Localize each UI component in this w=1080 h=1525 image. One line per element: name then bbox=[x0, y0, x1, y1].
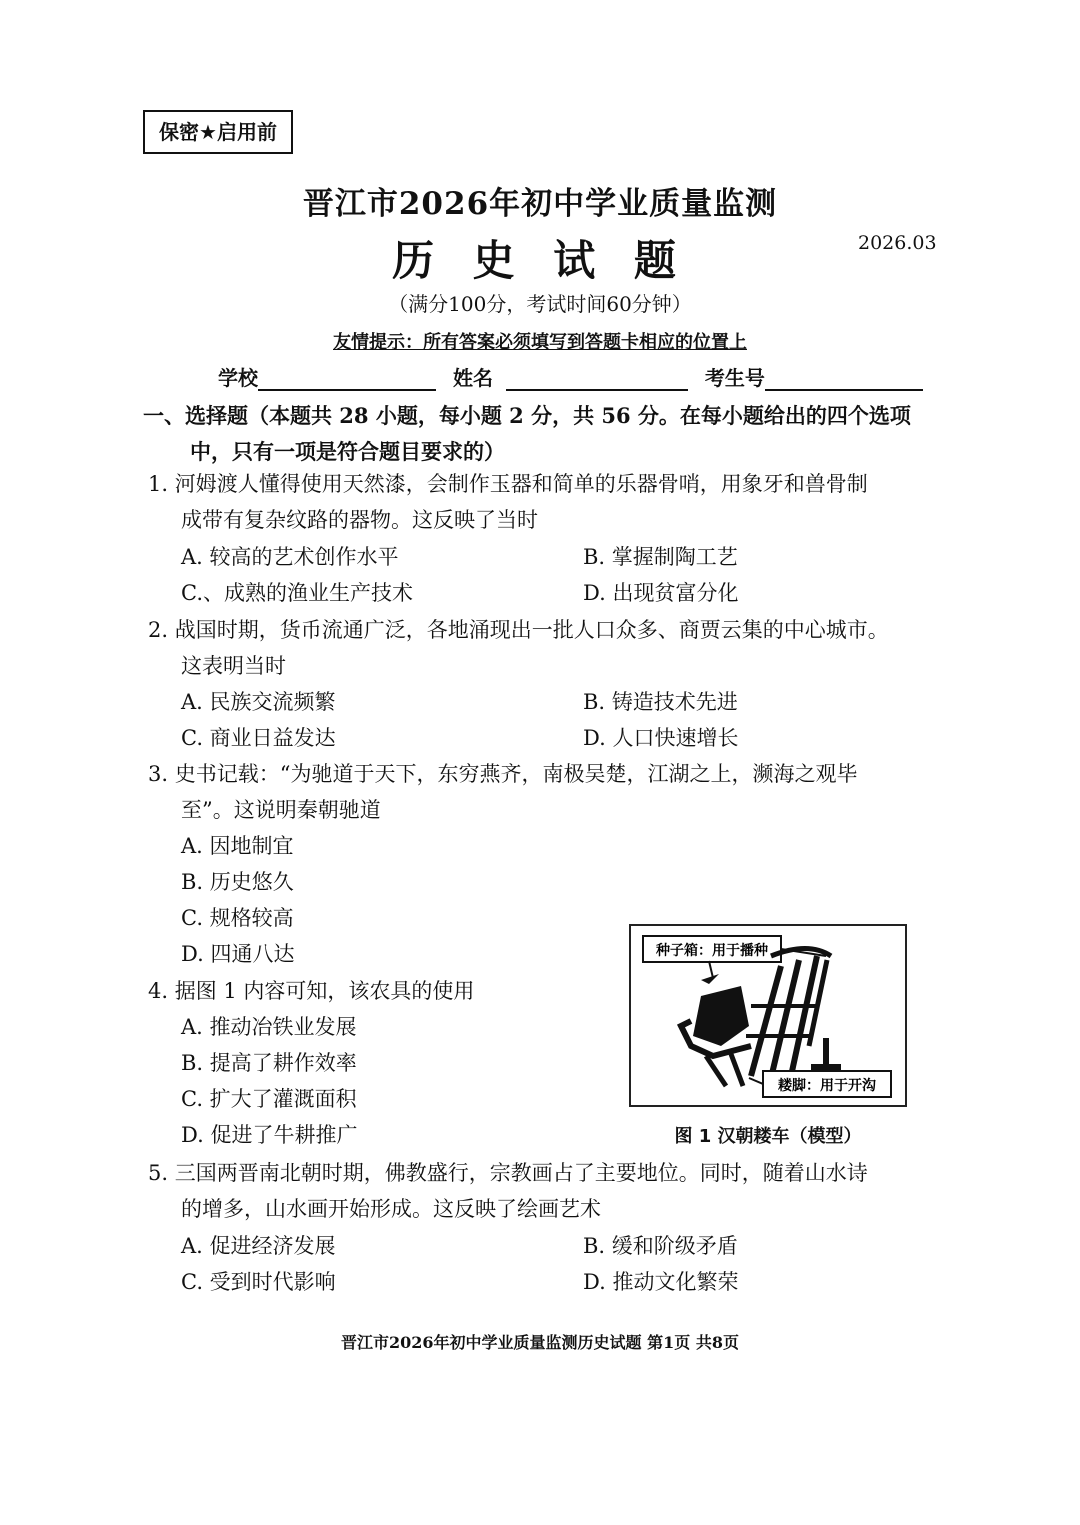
label-bottom-text: 耧脚：用于开沟 bbox=[778, 1078, 876, 1094]
q2-option-b: B. 铸造技术先进 bbox=[583, 690, 738, 714]
exam-title: 晋江市2026年初中学业质量监测 bbox=[302, 186, 778, 222]
q4-option-b: B. 提高了耕作效率 bbox=[181, 1051, 357, 1075]
q2-option-c: C. 商业日益发达 bbox=[181, 726, 336, 750]
q1-option-a: A. 较高的艺术创作水平 bbox=[181, 545, 399, 569]
label-top-text: 种子箱：用于播种 bbox=[656, 943, 768, 959]
q3-option-c: C. 规格较高 bbox=[181, 906, 294, 930]
question-1 bbox=[148, 466, 948, 538]
question-1-line1: 1. 河姆渡人懂得使用天然漆，会制作玉器和简单的乐器骨哨，用象牙和兽骨制 bbox=[148, 472, 868, 496]
q4-option-d: D. 促进了牛耕推广 bbox=[181, 1123, 358, 1147]
figure-1-box bbox=[629, 924, 907, 1107]
question-5 bbox=[148, 1155, 948, 1227]
question-5-line1: 5. 三国两晋南北朝时期，佛教盛行，宗教画占了主要地位。同时，随着山水诗 bbox=[148, 1161, 868, 1185]
seed-drill-illustration bbox=[631, 926, 905, 1105]
question-3-line2: 至”。这说明秦朝驰道 bbox=[181, 798, 381, 822]
q4-option-c: C. 扩大了灌溉面积 bbox=[181, 1087, 357, 1111]
q3-option-a: A. 因地制宜 bbox=[181, 834, 294, 858]
page-footer: 晋江市2026年初中学业质量监测历史试题 第1页 共8页 bbox=[341, 1333, 739, 1352]
name-blank bbox=[506, 369, 688, 391]
id-blank bbox=[765, 369, 923, 391]
figure-1-caption: 图 1 汉朝耧车（模型） bbox=[674, 1126, 862, 1147]
q5-option-b: B. 缓和阶级矛盾 bbox=[583, 1234, 738, 1258]
question-5-line2: 的增多，山水画开始形成。这反映了绘画艺术 bbox=[181, 1197, 601, 1221]
question-1-line2: 成带有复杂纹路的器物。这反映了当时 bbox=[181, 508, 538, 532]
q5-option-a: A. 促进经济发展 bbox=[181, 1234, 336, 1258]
name-label: 姓名 bbox=[452, 366, 493, 390]
exam-date: 2026.03 bbox=[858, 232, 937, 254]
section-heading-line1: 一、选择题（本题共 28 小题，每小题 2 分，共 56 分。在每小题给出的四个选项 bbox=[143, 403, 911, 428]
question-3 bbox=[148, 756, 948, 828]
school-label: 学校 bbox=[218, 366, 258, 390]
q1-option-c: C.、成熟的渔业生产技术 bbox=[181, 581, 413, 605]
arrow-top-head bbox=[701, 974, 719, 984]
friendly-tip: 友情提示：所有答案必须填写到答题卡相应的位置上 bbox=[333, 332, 747, 353]
subject-title: 历 史 试 题 bbox=[392, 236, 688, 285]
question-2-line1: 2. 战国时期，货币流通广泛，各地涌现出一批人口众多、商贾云集的中心城市。 bbox=[148, 618, 889, 642]
question-4-line1: 4. 据图 1 内容可知，该农具的使用 bbox=[148, 979, 475, 1003]
question-3-line1: 3. 史书记载：“为驰道于天下，东穷燕齐，南极吴楚，江湖之上，濒海之观毕 bbox=[148, 762, 858, 786]
q2-option-d: D. 人口快速增长 bbox=[583, 726, 739, 750]
q1-option-d: D. 出现贫富分化 bbox=[583, 581, 739, 605]
section-heading bbox=[143, 398, 943, 470]
q1-option-b: B. 掌握制陶工艺 bbox=[583, 545, 738, 569]
confidential-label: 保密★启用前 bbox=[143, 110, 293, 154]
q3-option-d: D. 四通八达 bbox=[181, 942, 295, 966]
seed-box-shape bbox=[693, 986, 749, 1046]
q3-option-b: B. 历史悠久 bbox=[181, 870, 294, 894]
id-label: 考生号 bbox=[704, 366, 765, 390]
school-blank bbox=[258, 369, 436, 391]
exam-subtitle: （满分100分，考试时间60分钟） bbox=[388, 292, 692, 316]
q4-option-a: A. 推动冶铁业发展 bbox=[181, 1015, 357, 1039]
q5-option-c: C. 受到时代影响 bbox=[181, 1270, 336, 1294]
question-2-line2: 这表明当时 bbox=[181, 654, 286, 678]
q2-option-a: A. 民族交流频繁 bbox=[181, 690, 336, 714]
section-heading-line2: 中，只有一项是符合题目要求的） bbox=[190, 439, 505, 464]
student-info-line bbox=[218, 362, 933, 391]
question-2 bbox=[148, 612, 948, 684]
q5-option-d: D. 推动文化繁荣 bbox=[583, 1270, 739, 1294]
